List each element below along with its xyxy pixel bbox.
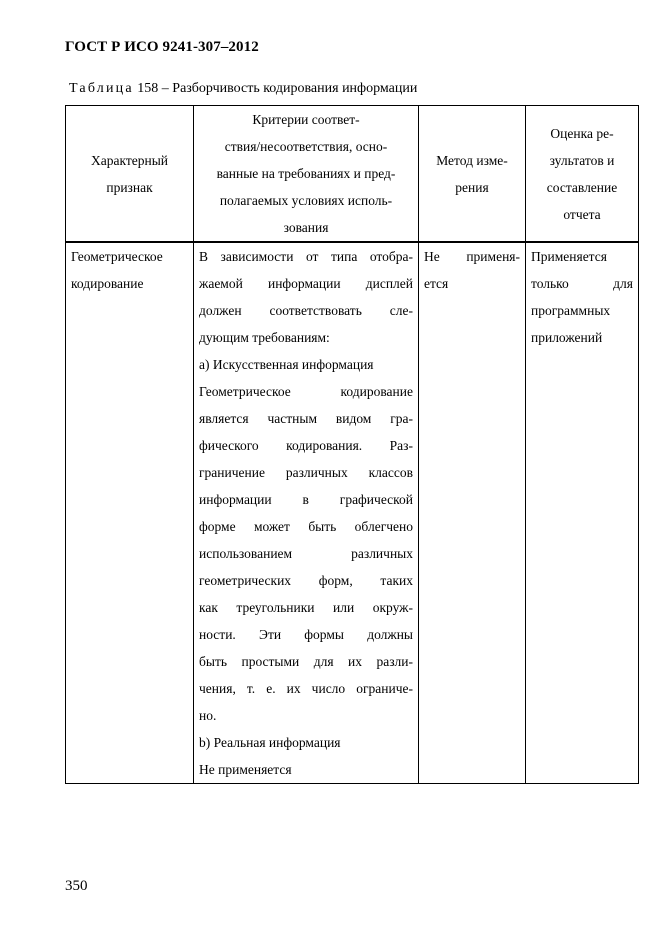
cell-line: только для xyxy=(531,276,633,291)
header-line: составление xyxy=(546,179,618,195)
cell-line: Применяется xyxy=(531,249,607,264)
cell-line: b) Реальная информация xyxy=(199,735,341,750)
coding-legibility-table xyxy=(65,105,639,784)
cell-line: граничение различных классов xyxy=(199,465,413,480)
cell-line: программных xyxy=(531,303,611,318)
cell-line: В зависимости от типа отобра- xyxy=(199,249,413,264)
column-header-feature xyxy=(66,106,194,243)
header-line: признак xyxy=(106,179,153,195)
table-caption-label: Таблица xyxy=(69,81,134,96)
header-line: Критерии соответ- xyxy=(252,112,360,127)
header-line: зования xyxy=(283,220,329,235)
table-caption-title: 158 – Разборчивость кодирования информации xyxy=(137,81,418,96)
cell-line: а) Искусственная информация xyxy=(199,357,374,372)
cell-line: Геометрическое кодирование xyxy=(199,384,413,399)
cell-line: Не применя- xyxy=(424,249,520,264)
cell-line: является частным видом гра- xyxy=(199,411,413,426)
cell-line: информации в графической xyxy=(199,492,413,507)
cell-line: дующим требованиям: xyxy=(199,330,330,345)
header-line: рения xyxy=(455,179,489,195)
column-header-method xyxy=(419,106,526,243)
cell-line: приложений xyxy=(531,330,603,345)
cell-line: геометрических форм, таких xyxy=(199,573,413,588)
cell-line: как треугольники или окруж- xyxy=(199,600,413,615)
header-line: отчета xyxy=(563,206,601,222)
cell-line: чения, т. е. их число ограниче- xyxy=(199,681,413,696)
header-line: зультатов и xyxy=(549,152,615,168)
table-row xyxy=(66,242,639,784)
column-header-evaluation xyxy=(526,106,639,243)
cell-line: фического кодирования. Раз- xyxy=(199,438,413,453)
header-line: полагаемых условиях исполь- xyxy=(219,193,393,208)
cell-line: использованием различных xyxy=(199,546,413,561)
cell-feature xyxy=(66,242,194,784)
header-line: Характерный xyxy=(90,152,169,168)
cell-line: должен соответствовать сле- xyxy=(199,303,413,318)
cell-evaluation xyxy=(526,242,639,784)
cell-line: кодирование xyxy=(71,276,144,291)
cell-line: но. xyxy=(199,708,217,723)
cell-line: ется xyxy=(424,276,449,291)
cell-line: быть простыми для их разли- xyxy=(199,654,413,669)
cell-line: Геометрическое xyxy=(71,249,163,264)
cell-line: жаемой информации дисплей xyxy=(199,276,413,291)
header-line: ванные на требованиях и пред- xyxy=(216,166,396,181)
column-header-criteria xyxy=(194,106,419,243)
header-line: ствия/несоответствия, осно- xyxy=(224,139,388,154)
page-number: 350 xyxy=(65,878,88,894)
cell-line: Не применяется xyxy=(199,762,292,777)
header-line: Метод изме- xyxy=(436,152,508,168)
header-line: Оценка ре- xyxy=(550,125,614,141)
standard-code-header: ГОСТ Р ИСО 9241-307–2012 xyxy=(65,39,259,55)
table-header-row xyxy=(66,106,639,243)
cell-line: ности. Эти формы должны xyxy=(199,627,413,642)
table-caption xyxy=(69,81,417,97)
cell-method xyxy=(419,242,526,784)
cell-line: форме может быть облегчено xyxy=(199,519,413,534)
cell-criteria xyxy=(194,242,419,784)
